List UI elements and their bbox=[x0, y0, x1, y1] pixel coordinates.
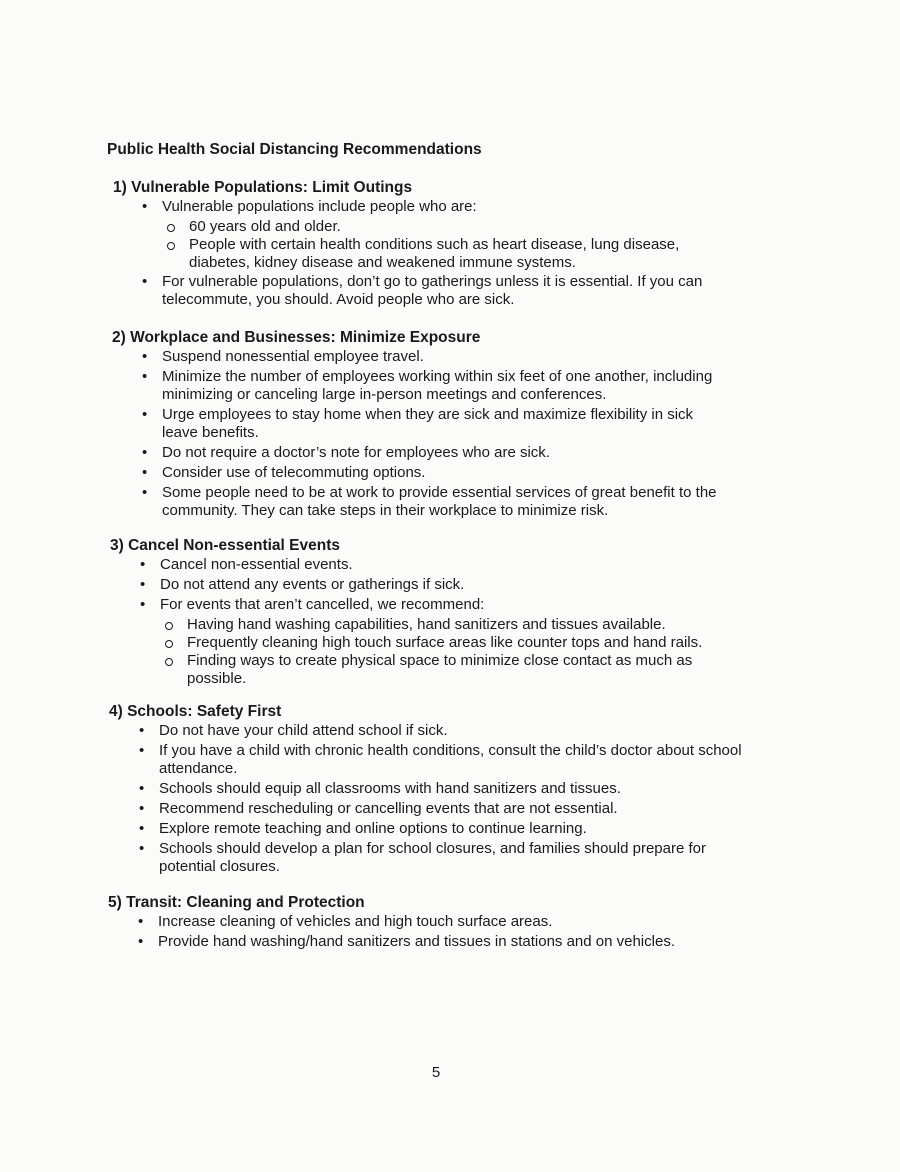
page-number: 5 bbox=[431, 1064, 441, 1081]
list-item: • Vulnerable populations include people who are: bbox=[138, 198, 713, 216]
list-item: • Explore remote teaching and online options to continue learning. bbox=[135, 820, 749, 838]
list-item: • Schools should develop a plan for school closures, and families should prepare for potential closures. bbox=[135, 840, 749, 876]
sub-list-item: 60 years old and older. bbox=[163, 218, 713, 236]
section-heading: 5) Transit: Cleaning and Protection bbox=[108, 894, 365, 911]
sub-list-item: Having hand washing capabilities, hand sanitizers and tissues available. bbox=[161, 616, 721, 634]
list-item: • Do not attend any events or gatherings if sick. bbox=[136, 576, 765, 594]
section-heading: 3) Cancel Non-essential Events bbox=[110, 537, 340, 554]
list-item: • Provide hand washing/hand sanitizers and tissues in stations and on vehicles. bbox=[134, 933, 748, 951]
list-item: • Suspend nonessential employee travel. bbox=[138, 348, 730, 366]
list-item: • Increase cleaning of vehicles and high touch surface areas. bbox=[134, 913, 748, 931]
sub-list-item: People with certain health conditions such as heart disease, lung disease, diabetes, kidney disease and weakened immune systems. bbox=[163, 236, 713, 272]
document-title: Public Health Social Distancing Recommendations bbox=[107, 141, 482, 158]
section-workplace-businesses bbox=[112, 329, 730, 522]
list-item: • Do not require a doctor’s note for employees who are sick. bbox=[138, 444, 730, 462]
sub-list-item: Frequently cleaning high touch surface areas like counter tops and hand rails. bbox=[161, 634, 721, 652]
list-item: • Some people need to be at work to provide essential services of great benefit to the community. They can take steps in their workplace to minimize risk. bbox=[138, 484, 730, 520]
list-item: • If you have a child with chronic health conditions, consult the child’s doctor about school attendance. bbox=[135, 742, 749, 778]
section-heading: 1) Vulnerable Populations: Limit Outings bbox=[113, 179, 413, 196]
list-item: • For vulnerable populations, don’t go to gatherings unless it is essential. If you can telecommute, you should. Avoid people who are sick. bbox=[138, 273, 713, 309]
section-transit bbox=[108, 894, 748, 953]
sub-list-item: Finding ways to create physical space to minimize close contact as much as possible. bbox=[161, 652, 721, 688]
list-item: • Schools should equip all classrooms with hand sanitizers and tissues. bbox=[135, 780, 749, 798]
section-heading: 4) Schools: Safety First bbox=[109, 703, 282, 720]
section-heading: 2) Workplace and Businesses: Minimize Exposure bbox=[112, 329, 481, 346]
section-vulnerable-populations bbox=[113, 179, 713, 311]
list-item: • Consider use of telecommuting options. bbox=[138, 464, 730, 482]
list-item: • For events that aren’t cancelled, we recommend: bbox=[136, 596, 765, 614]
list-item: • Cancel non-essential events. bbox=[136, 556, 765, 574]
list-item: • Recommend rescheduling or cancelling events that are not essential. bbox=[135, 800, 749, 818]
list-item: • Minimize the number of employees working within six feet of one another, including minimizing or canceling large in-person meetings and conferences. bbox=[138, 368, 730, 404]
list-item: • Urge employees to stay home when they are sick and maximize flexibility in sick leave benefits. bbox=[138, 406, 730, 442]
section-schools bbox=[109, 703, 749, 878]
section-cancel-events bbox=[110, 537, 765, 689]
list-item: • Do not have your child attend school if sick. bbox=[135, 722, 749, 740]
